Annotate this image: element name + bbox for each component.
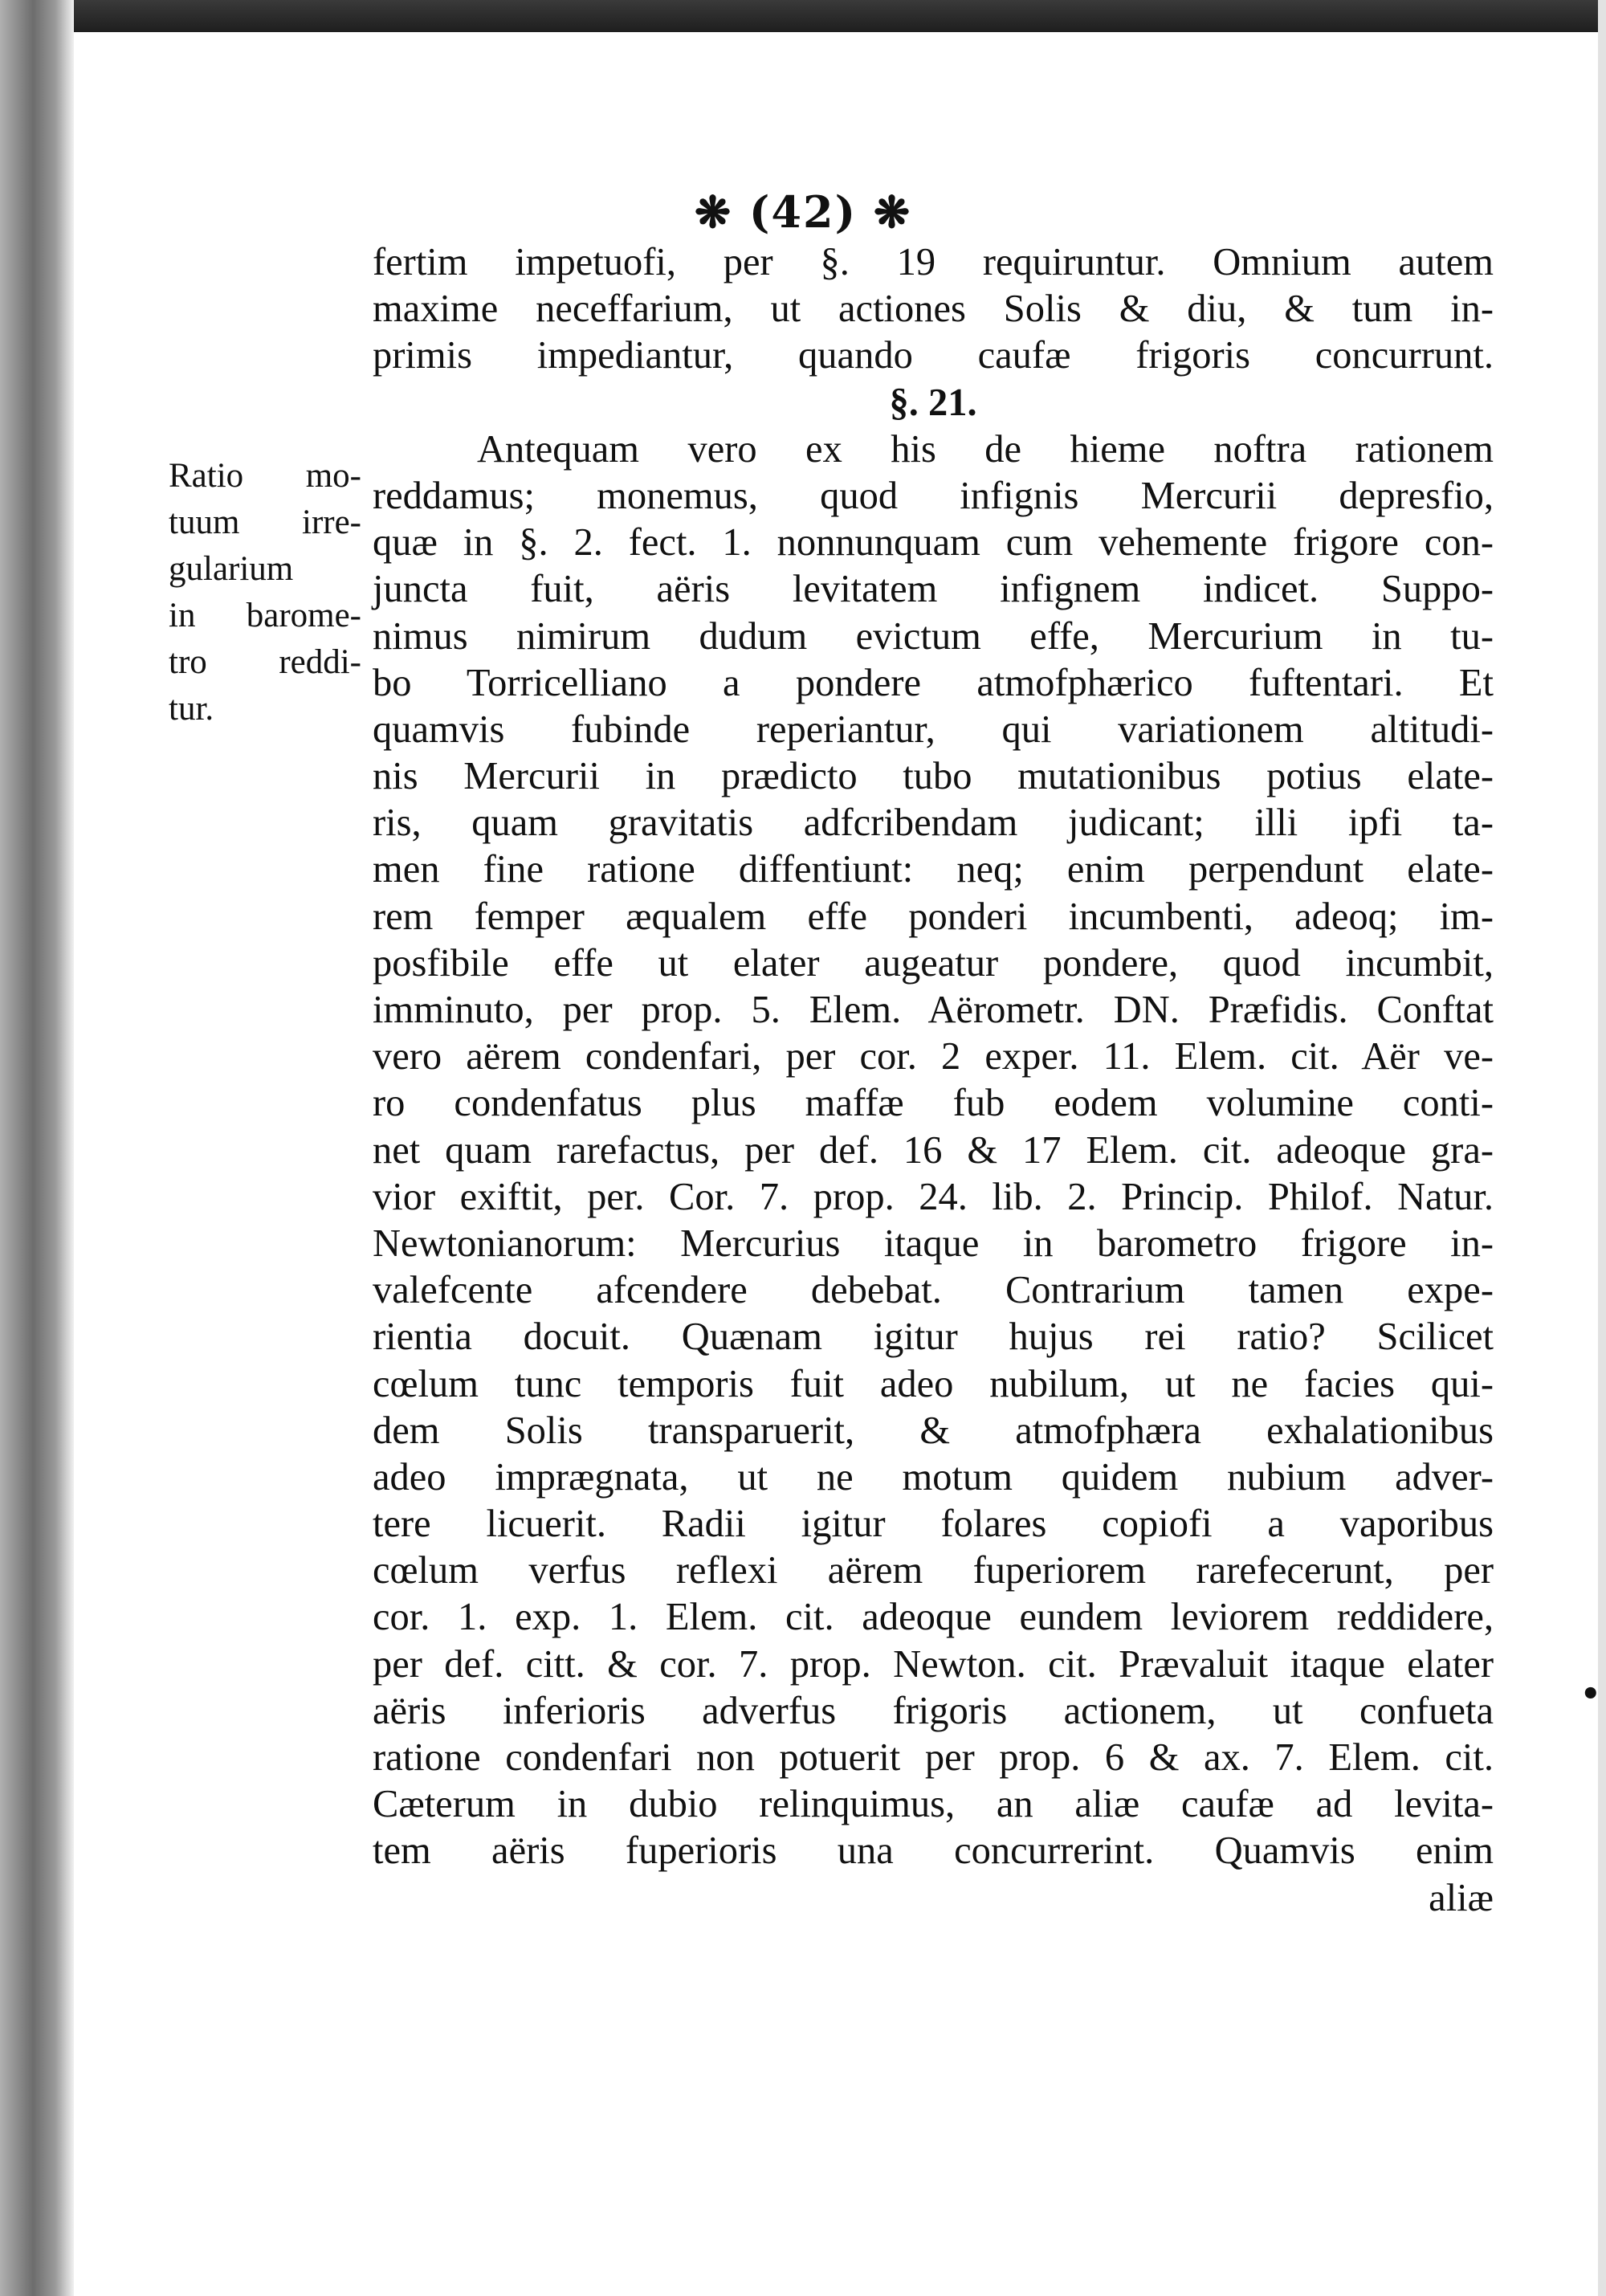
text-line: net quam rarefactus, per def. 16 & 17 Elem. cit. adeoque gra-: [373, 1128, 1494, 1172]
text-line: quæ in §. 2. fect. 1. nonnunquam cum vehemente frigore con-: [373, 521, 1494, 565]
text-line: reddamus; monemus, quod infignis Mercurii depresfio,: [373, 474, 1494, 517]
margin-note-line: gularium: [169, 550, 294, 588]
text-line: tem aëris fuperioris una concurrerint. Quamvis enim: [373, 1829, 1494, 1873]
scan-shadow-right: [1598, 0, 1606, 2296]
text-line: rem femper æqualem effe ponderi incumbenti, adeoq; im-: [373, 895, 1494, 938]
text-line: ris, quam gravitatis adfcribendam judicant; illi ipfi ta-: [373, 801, 1494, 845]
text-line: Antequam vero ex his de hieme noftra rationem: [477, 427, 1494, 471]
text-line: nis Mercurii in prædicto tubo mutationibus potius elate-: [373, 755, 1494, 798]
scan-shadow-binding: [0, 0, 74, 2296]
catchword: aliæ: [1429, 1876, 1494, 1919]
margin-note-line: tur.: [169, 690, 214, 728]
text-line: Newtonianorum: Mercurius itaque in barometro frigore in-: [373, 1221, 1494, 1265]
text-line: posfibile effe ut elater augeatur pondere, quod incumbit,: [373, 941, 1494, 985]
text-line: vero aërem condenfari, per cor. 2 exper. 11. Elem. cit. Aër ve-: [373, 1035, 1494, 1079]
ink-speck: •: [1580, 1675, 1601, 1713]
text-line: imminuto, per prop. 5. Elem. Aërometr. DN. Præfidis. Conftat: [373, 989, 1494, 1031]
text-line: tere licuerit. Radii igitur folares copiofi a vaporibus: [373, 1503, 1494, 1546]
text-line: bo Torricelliano a pondere atmofphærico fuftentari. Et: [373, 661, 1494, 704]
body-text: [373, 239, 1494, 1922]
text-line: rientia docuit. Quænam igitur hujus rei ratio? Scilicet: [373, 1315, 1494, 1359]
text-line: juncta fuit, aëris levitatem infignem indicet. Suppo-: [373, 568, 1494, 611]
text-line: dem Solis transparuerit, & atmofphæra exhalationibus: [373, 1409, 1494, 1452]
text-line: primis impediantur, quando caufæ frigoris concurrunt.: [373, 334, 1494, 377]
text-line: aëris inferioris adverfus frigoris actionem, ut confueta: [373, 1689, 1494, 1732]
text-line: vior exiftit, per. Cor. 7. prop. 24. lib. 2. Princip. Philof. Natur.: [373, 1175, 1494, 1218]
text-line: cœlum tunc temporis fuit adeo nubilum, ut ne facies qui-: [373, 1362, 1494, 1405]
text-line: quamvis fubinde reperiantur, qui variationem altitudi-: [373, 708, 1494, 751]
text-line: valefcente afcendere debebat. Contrarium tamen expe-: [373, 1269, 1494, 1312]
margin-note-line: Ratio mo-: [169, 457, 361, 495]
text-line: per def. citt. & cor. 7. prop. Newton. cit. Prævaluit itaque elater: [373, 1642, 1494, 1686]
section-number: §. 21.: [889, 381, 977, 424]
text-line: cœlum verfus reflexi aërem fuperiorem rarefecerunt, per: [373, 1549, 1494, 1593]
text-line: Cæterum in dubio relinquimus, an aliæ caufæ ad levita-: [373, 1783, 1494, 1826]
text-line: adeo imprægnata, ut ne motum quidem nubium adver-: [373, 1455, 1494, 1499]
page-number-header: ❋ (42) ❋: [694, 186, 912, 238]
margin-note-line: tro reddi-: [169, 643, 361, 681]
margin-note-line: tuum irre-: [169, 504, 361, 541]
text-line: cor. 1. exp. 1. Elem. cit. adeoque eundem leviorem reddidere,: [373, 1596, 1494, 1639]
text-line: ratione condenfari non potuerit per prop. 6 & ax. 7. Elem. cit.: [373, 1736, 1494, 1779]
text-line: men fine ratione diffentiunt: neq; enim perpendunt elate-: [373, 848, 1494, 891]
text-line: maxime neceffarium, ut actiones Solis & diu, & tum in-: [373, 288, 1494, 331]
scan-shadow-top: [0, 0, 1606, 32]
text-line: fertim impetuofi, per §. 19 requiruntur. Omnium autem: [373, 241, 1494, 283]
margin-note: [169, 453, 361, 732]
text-line: nimus nimirum dudum evictum effe, Mercurium in tu-: [373, 614, 1494, 658]
text-line: ro condenfatus plus maffæ fub eodem volumine conti-: [373, 1082, 1494, 1125]
margin-note-line: in barome-: [169, 597, 361, 634]
